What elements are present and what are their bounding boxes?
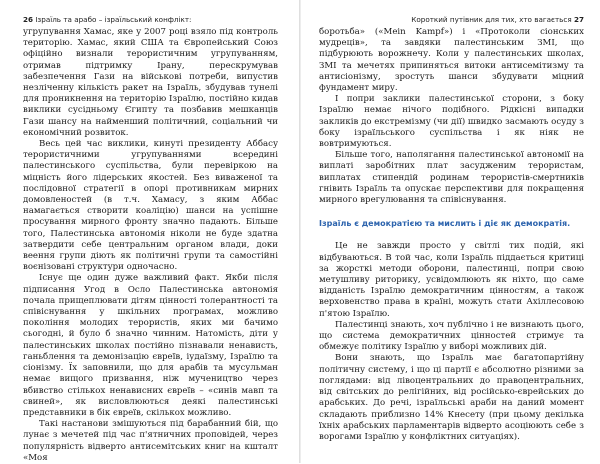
- left-page: [0, 0, 300, 463]
- paragraph: Існує ще один дуже важливий факт. Якби після підписання Угод в Осло Палестинська автономія почала прищеплювати дітям цінності толерантності та співіснування у шкільних програмах, можливо покоління молодих терористів, яких ми бачимо сьогодні, й було б значно чинним. Натомість, діти у палестинських школах постійно пізнавали ненависть, ганьблення та демонізацію євреїв, іудаїзму, Ізраїлю та сіонізму. Їх заповнили, що для арабів та мусульман немає вищого призвання, ніж мучеництво через вбивство стількох ненависних євреїв – «синів мавп та свиней», як висловлюються деякі палестинські представники в бік євреїв, скількох можливо.: [23, 273, 278, 418]
- paragraph: боротьба» («Mein Kampf») і «Протоколи сіонських мудреців», та завдяки палестинським ЗМІ, що підбурюють ворожнечу. Коли у палестинських школах, ЗМІ та мечетях припиняться витоки антисемітизму та антисіонізму, зростуть шанси збудувати міцний фундамент миру.: [319, 27, 584, 94]
- left-header: [23, 15, 191, 24]
- paragraph: Такі настанови змішуються під барабанний бій, що лунає з мечетей під час п'ятничних проповідей, через популярність відверто антисемітських книг на кшталт «Моя: [23, 419, 278, 463]
- paragraph: Більше того, наполягання палестинської автономії на виплаті заробітних плат засудженим терористам, виплатах стипендій родинам терористів-смертників гнівить Ізраїль та опускає перспективи для покращення мирного врегулювання та співіснування.: [319, 150, 584, 206]
- paragraph: Весь цей час виклики, кинуті президенту Аббасу терористичними угрупуваннями всередині палестинського суспільства, були перевіркою на міцність його лідерських якостей. Без виваженої та послідовної стратегії в опорі противникам мирних домовленостей (в т.ч. Хамасу, з яким Аббас намагається створити коаліцію) шанси на успішне просування мирного фронту значно падають. Більше того, Палестинська автономія ніколи не буде здатна затвердити себе центральним органом влади, доки веення групи діють як політичні групи та самостійні воєнізовані структури одночасно.: [23, 139, 278, 273]
- paragraph: угрупування Хамас, яке у 2007 році взяло під контроль територію. Хамас, який США та Європейський Союз офіційно визнали терористичним угрупуванням, отримав підтримку Ірану, перескрумував забезпечення Гази на військові потреби, випустив незліченну кількість ракет на Ізраїль, збудував тунелі для проникнення на територію Ізраїлю, постійно кидав виклики сусідньому Єгипту та позбавив мешканців Гази шансу на найменший політичний, соціальний чи економічний розвиток.: [23, 27, 278, 138]
- right-header: [411, 15, 584, 24]
- paragraph: І попри заклики палестинської сторони, з боку Ізраїлю немає нічого подібного. Рідкісні випадки закликів до екстремізму (чи дії) швидко засмають осуду з боку ізраїльського суспільства і як ніяк не вовтримуються.: [319, 94, 584, 150]
- right-page-number: 27: [573, 15, 584, 24]
- paragraph: Палестинці знають, хоч публічно і не визнають цього, що система демократичних цінностей стримує та обмежує політику Ізраїлю у виборі можливих дій.: [319, 319, 584, 353]
- section-heading: Ізраїль є демократією та мислить і діє як демократія.: [319, 219, 571, 229]
- left-running-title: Ізраїль та арабо – ізраїльський конфлікт:: [35, 15, 192, 24]
- right-body-text: [319, 27, 584, 443]
- right-page: [300, 0, 600, 463]
- paragraph: Це не завжди просто у світлі тих подій, які відбуваються. В той час, коли Ізраїль піддається критиці за жорсткі методи оборони, палестинці, попри свою метушливу риторику, усвідомлюють як ніхто, що саме відданість Ізраїлю демократичним цінностям, а також верховенство права в країні, можуть стати Ахіллесовою п'ятою Ізраїлю.: [319, 241, 584, 319]
- left-body-text: [23, 27, 278, 464]
- paragraph: Вони знають, що Ізраїль має багатопартійну політичну систему, і що ці партії є абсолютно різними за поглядами: від лівоцентральних до правоцентральних, від світських до релігійних, від російсько-єврейських до арабських. До речі, ізраїльські араби на даний момент складають приблизно 14% Кнесету (при цьому декілька їхніх арабських парламентарів відверто асоціюють себе з ворогами Ізраїлю у конфліктних ситуаціях).: [319, 353, 584, 442]
- right-running-title: Короткий путівник для тих, хто вагається: [411, 15, 572, 24]
- left-page-number: 26: [23, 15, 34, 24]
